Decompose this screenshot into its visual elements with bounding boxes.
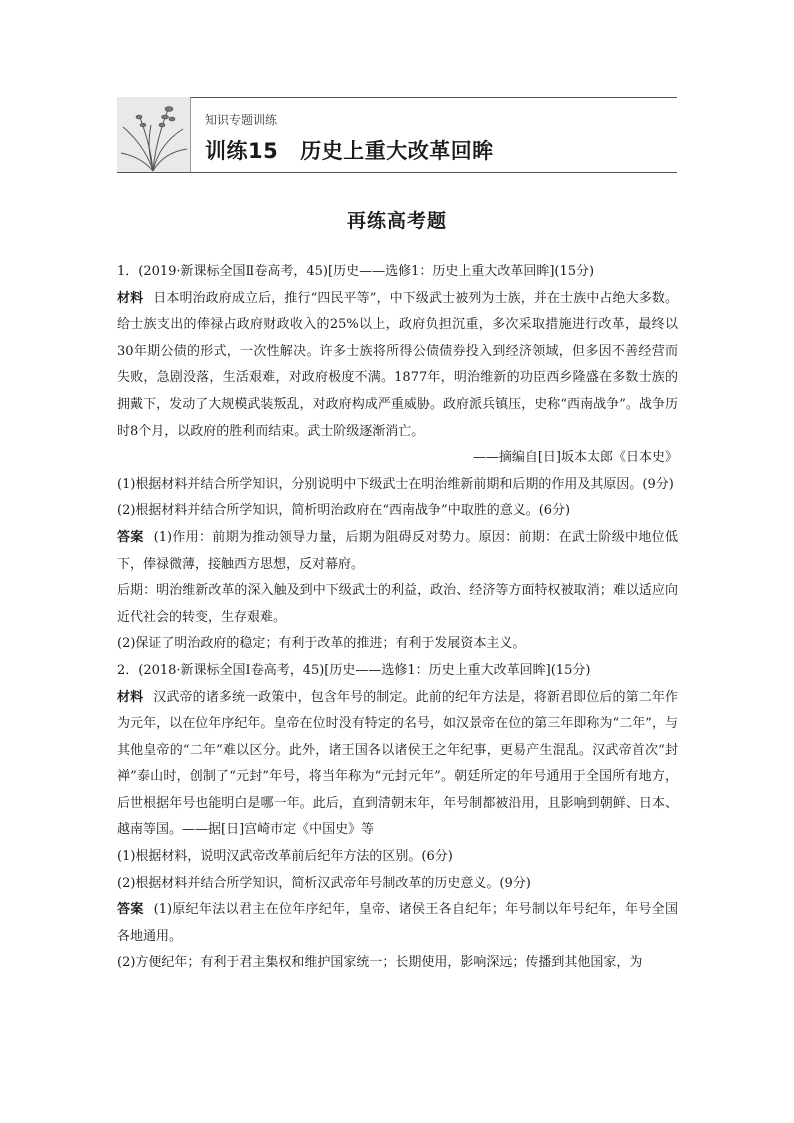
q1-subquestion-1: (1)根据材料并结合所学知识，分别说明中下级武士在明治维新前期和后期的作用及其原因。(9分): [117, 476, 674, 492]
q2-answer-2: (2)方便纪年；有利于君主集权和维护国家统一；长期使用，影响深远；传播到其他国家，为: [117, 955, 643, 971]
page-header: [117, 97, 677, 173]
q2-answer-1: (1)原纪年法以君主在位年序纪年，皇帝、诸侯王各自纪年；年号制以年号纪年，年号全国各地通用。: [117, 902, 678, 944]
q2-subquestion-1: (1)根据材料，说明汉武帝改革前后纪年方法的区别。(6分): [117, 849, 453, 865]
q1-answer-1: (1)作用：前期为推动领导力量，后期为阻碍反对势力。原因：前期：在武士阶级中地位低下，俸禄微薄，接触西方思想，反对幕府。: [117, 529, 678, 572]
orchid-illustration-icon: [117, 97, 190, 173]
q2-material: [117, 685, 678, 845]
q1-heading: 1．(2019·新课标全国Ⅱ卷高考，45)[历史——选修1：历史上重大改革回眸](15分): [117, 264, 595, 279]
q1-source: ——摘编自[日]坂本太郎《日本史》: [472, 450, 678, 466]
q1-material-text: 日本明治政府成立后，推行“四民平等”，中下级武士被列为士族，并在士族中占绝大多数。给士族支出的俸禄占政府财政收入的25%以上，政府负担沉重，多次采取措施进行改革，最终以30年期公债的形式，一次性解决。许多士族将所得公债债券投入到经济领域，但多因不善经营而失败，急剧没落，生活艰难，对政府极度不满。1877年，明治维新的功臣西乡隆盛在多数士族的拥戴下，发动了大规模武装叛乱，对政府构成严重威胁。政府派兵镇压，史称“西南战争”。战争历时8个月，以政府的胜利而结束。武士阶级逐渐消亡。: [117, 290, 678, 439]
answer-label: 答案: [117, 529, 144, 545]
header-top-rule: [117, 97, 677, 98]
answer-label: 答案: [117, 902, 144, 918]
document-body: [117, 259, 678, 977]
q2-material-text: 汉武帝的诸多统一政策中，包含年号的制定。此前的纪年方法是，将新君即位后的第二年作为元年，以在位年序纪年。皇帝在位时没有特定的名号，如汉景帝在位的第三年即称为“二年”，与其他皇帝的“二年”难以区分。此外，诸王国各以诸侯王之年纪事，更易产生混乱。汉武帝首次“封禅”泰山时，创制了“元封”年号，将当年称为“元封元年”。朝廷所定的年号通用于全国所有地方，后世根据年号也能明白是哪一年。此后，直到清朝末年，年号制都被沿用，且影响到朝鲜、日本、越南等国。——据[日]宫崎市定《中国史》等: [117, 689, 678, 838]
orchid-logo: [117, 97, 191, 173]
q1-answer: [117, 525, 678, 578]
q2-answer: [117, 897, 678, 950]
lesson-name: 历史上重大改革回眸: [300, 139, 494, 163]
header-bottom-rule: [117, 172, 677, 173]
section-title: 再练高考题: [346, 210, 447, 232]
q1-answer-1-later: 后期：明治维新改革的深入触及到中下级武士的利益，政治、经济等方面特权被取消；难以适应向近代社会的转变，生存艰难。: [117, 583, 678, 625]
q1-subquestion-2: (2)根据材料并结合所学知识，简析明治政府在“西南战争”中取胜的意义。(6分): [117, 503, 571, 519]
series-label: 知识专题训练: [205, 113, 278, 127]
q1-answer-2: (2)保证了明治政府的稳定；有利于改革的推进；有利于发展资本主义。: [117, 636, 526, 652]
material-label: 材料: [117, 689, 144, 705]
q2-heading: 2．(2018·新课标全国Ⅰ卷高考，45)[历史——选修1：历史上重大改革回眸](15分): [117, 662, 591, 678]
q1-material: [117, 286, 678, 446]
material-label: 材料: [117, 290, 144, 306]
lesson-number: 训练15: [205, 139, 279, 163]
lesson-title: [205, 135, 494, 165]
q2-subquestion-2: (2)根据材料并结合所学知识，简析汉武帝年号制改革的历史意义。(9分): [117, 875, 531, 891]
